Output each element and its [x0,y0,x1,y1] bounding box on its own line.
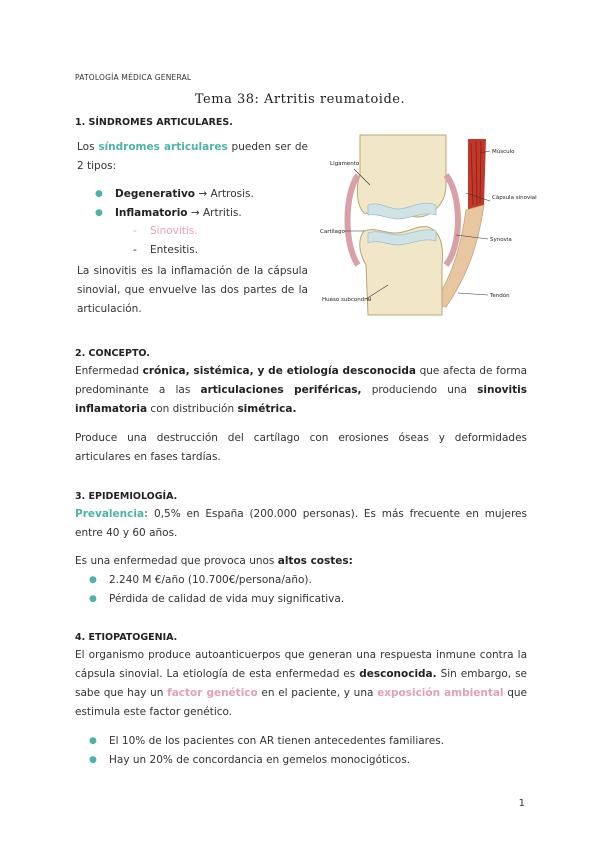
bold-run: altos costes: [277,555,353,567]
text-run: El organismo produce autoanticuerpos que generan una respuesta inmune contra la cápsula sinovial. La etiología de esta enfermedad es [75,649,527,680]
bullet-icon: ● [89,755,97,765]
label-cartilago: Cartílago [320,229,345,235]
s1-intro-pre: Los [77,141,95,153]
list-item [95,185,315,204]
list-item [133,241,300,260]
dash-icon: - [133,225,137,237]
s1-intro-highlight: síndromes articulares [98,141,228,153]
label-tendon: Tendón [490,293,510,299]
section-4-heading: 4. ETIOPATOGENIA. [75,632,178,643]
s3-list [89,571,509,609]
list-item [89,590,509,609]
page-number: 1 [518,798,525,809]
list-item [89,732,529,751]
label-capsula: Cápsula sinovial [492,195,537,201]
page-title: Tema 38: Artritis reumatoide. [194,92,406,107]
sub-text: Sinovitis. [150,225,198,237]
s1-closing: La sinovitis es la inflamación de la cápsula sinovial, que envuelve las dos partes de la articulación. [77,265,308,315]
s2-paragraph-1 [75,362,527,419]
s3-costs [75,552,527,571]
section-2-heading: 2. CONCEPTO. [75,348,150,359]
s2-paragraph-2: Produce una destrucción del cartílago con erosiones óseas y deformidades articulares en fases tardías. [75,432,527,463]
bullet-icon: ● [95,208,103,218]
prevalence-text: 0,5% en España (200.000 personas). Es más frecuente en mujeres entre 40 y 60 años. [75,508,527,539]
text-run: con distribución [147,403,238,415]
sub-text: Entesitis. [150,244,199,256]
label-synovia: Synovia [490,237,512,243]
bullet-icon: ● [89,736,97,746]
bullet-icon: ● [89,594,97,604]
item-bold: Degenerativo [115,188,196,200]
bullet-icon: ● [89,575,97,585]
text-run: Sin embargo, se sabe que hay un [75,668,528,699]
section-3-heading: 3. EPIDEMIOLOGÍA. [75,491,178,502]
s1-sublist [133,222,300,260]
joint-diagram [318,135,537,315]
running-header: PATOLOGÍA MÉDICA GENERAL [75,73,192,82]
item-text: 2.240 M €/año (10.700€/persona/año). [109,574,312,586]
bold-run: desconocida. [359,668,437,680]
section-1-heading: 1. SÍNDROMES ARTICULARES. [75,117,233,128]
highlight-run: factor genético [167,687,258,699]
dash-icon: - [133,244,137,256]
s1-intro [77,138,308,176]
bold-run: crónica, sistémica, y de etiología desconocida [142,365,416,377]
text-run: produciendo una [361,384,478,396]
prevalence-label: Prevalencia: [75,508,149,520]
capsule-left [348,175,359,265]
list-item [133,222,300,241]
s1-list [95,185,315,223]
text-run: que estimula este factor genético. [75,687,527,718]
s4-paragraph [75,646,527,722]
item-text: Hay un 20% de concordancia en gemelos monocigóticos. [109,754,411,766]
bold-run: sinovitis inflamatoria [75,384,527,415]
item-text: → Artritis. [187,207,242,219]
list-item [89,751,529,770]
item-text: Pérdida de calidad de vida muy significativa. [109,593,345,605]
list-item [89,571,509,590]
text-run: Es una enfermedad que provoca unos [75,555,278,567]
text-run: en el paciente, y una [257,687,378,699]
bold-run: articulaciones periféricas, [200,384,362,396]
label-hueso: Hueso subcondral [322,297,372,303]
s1-intro-post: pueden ser de 2 tipos: [77,141,309,172]
text-run: que afecta de forma predominante a las [75,365,528,396]
highlight-run: exposición ambiental [377,687,504,699]
item-text: El 10% de los pacientes con AR tienen antecedentes familiares. [109,735,445,747]
list-item [95,204,315,223]
bold-run: simétrica. [237,403,297,415]
item-text: → Artrosis. [195,188,254,200]
label-ligamento: Ligamento [330,161,360,167]
bullet-icon: ● [95,189,103,199]
capsule-right [446,175,458,265]
label-musculo: Músculo [492,149,515,155]
s4-list [89,732,529,770]
item-bold: Inflamatorio [115,207,188,219]
s3-prevalence [75,505,527,543]
text-run: Enfermedad [75,365,143,377]
